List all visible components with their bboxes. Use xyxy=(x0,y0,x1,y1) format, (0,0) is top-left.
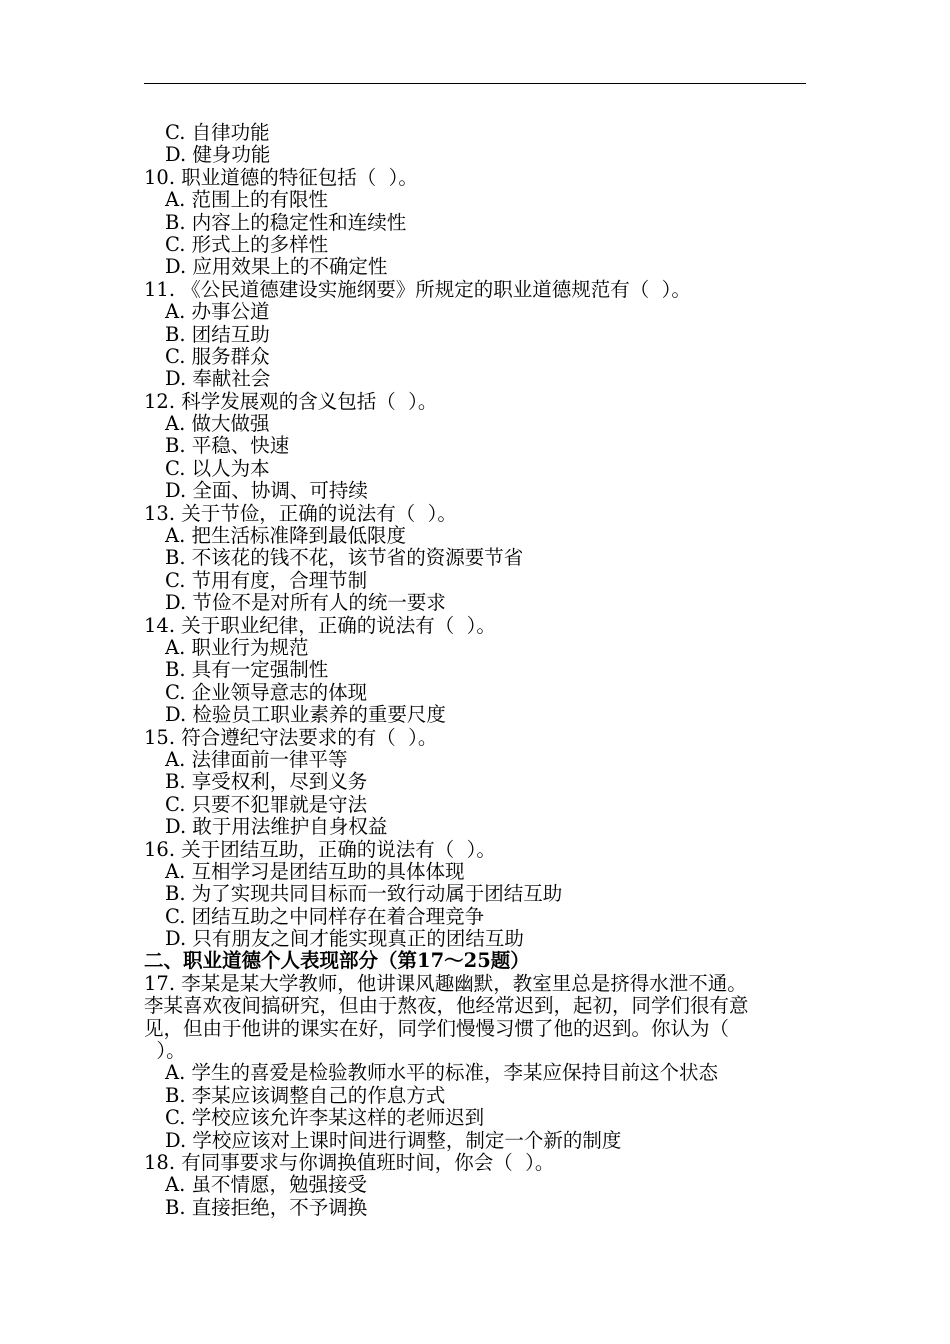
question-text: 13. 关于节俭，正确的说法有（ ）。 xyxy=(144,501,457,525)
question-text: 李某喜欢夜间搞研究，但由于熬夜，他经常迟到，起初，同学们很有意 xyxy=(144,994,749,1018)
question-text: 14. 关于职业纪律，正确的说法有（ ）。 xyxy=(144,613,496,637)
answer-option: A. 职业行为规范 xyxy=(165,635,309,659)
answer-option: B. 李某应该调整自己的作息方式 xyxy=(165,1083,446,1107)
section-heading: 二、职业道德个人表现部分（第17～25题） xyxy=(144,949,530,973)
answer-option: D. 只有朋友之间才能实现真正的团结互助 xyxy=(165,927,524,951)
answer-option: D. 健身功能 xyxy=(165,143,271,167)
answer-option: D. 全面、协调、可持续 xyxy=(165,479,368,503)
question-text: 18. 有同事要求与你调换值班时间，你会（ ）。 xyxy=(144,1150,555,1174)
answer-option: A. 学生的喜爱是检验教师水平的标准，李某应保持目前这个状态 xyxy=(165,1061,718,1085)
answer-option: D. 应用效果上的不确定性 xyxy=(165,255,388,279)
answer-option: B. 享受权利，尽到义务 xyxy=(165,770,368,794)
answer-option: C. 自律功能 xyxy=(165,121,270,144)
answer-option: B. 平稳、快速 xyxy=(165,434,290,458)
answer-option: A. 做大做强 xyxy=(165,412,270,436)
answer-option: B. 为了实现共同目标而一致行动属于团结互助 xyxy=(165,882,563,906)
answer-option: D. 检验员工职业素养的重要尺度 xyxy=(165,703,446,727)
answer-option: C. 企业领导意志的体现 xyxy=(165,680,368,704)
question-text: 10. 职业道德的特征包括（ ）。 xyxy=(144,165,418,189)
answer-option: D. 节俭不是对所有人的统一要求 xyxy=(165,591,446,615)
answer-option: C. 服务群众 xyxy=(165,344,270,368)
question-text: 16. 关于团结互助，正确的说法有（ ）。 xyxy=(144,837,496,861)
question-text: 15. 符合遵纪守法要求的有（ ）。 xyxy=(144,725,438,749)
answer-option: C. 团结互助之中同样存在着合理竞争 xyxy=(165,904,485,928)
question-text: 12. 科学发展观的含义包括（ ）。 xyxy=(144,389,438,413)
answer-option: D. 学校应该对上课时间进行调整，制定一个新的制度 xyxy=(165,1128,622,1152)
answer-option: C. 学校应该允许李某这样的老师迟到 xyxy=(165,1106,485,1130)
answer-option: B. 直接拒绝，不予调换 xyxy=(165,1195,368,1219)
answer-option: A. 把生活标准降到最低限度 xyxy=(165,524,406,548)
answer-option: B. 团结互助 xyxy=(165,322,270,346)
question-text: 17. 李某是某大学教师，他讲课风趣幽默，教室里总是挤得水泄不通。 xyxy=(144,971,747,995)
answer-option: B. 内容上的稳定性和连续性 xyxy=(165,210,407,234)
answer-option: A. 互相学习是团结互助的具体体现 xyxy=(165,859,465,883)
question-text: 11. 《公民道德建设实施纲要》所规定的职业道德规范有（ ）。 xyxy=(144,277,691,301)
question-text: ）。 xyxy=(144,1039,186,1063)
answer-option: A. 虽不情愿，勉强接受 xyxy=(165,1173,367,1197)
answer-option: B. 不该花的钱不花，该节省的资源要节省 xyxy=(165,546,524,570)
answer-option: C. 节用有度，合理节制 xyxy=(165,568,368,592)
answer-option: B. 具有一定强制性 xyxy=(165,658,329,682)
answer-option: C. 只要不犯罪就是守法 xyxy=(165,792,368,816)
answer-option: A. 法律面前一律平等 xyxy=(165,747,348,771)
answer-option: A. 办事公道 xyxy=(165,300,270,324)
answer-option: D. 敢于用法维护自身权益 xyxy=(165,815,388,839)
answer-option: C. 形式上的多样性 xyxy=(165,232,329,256)
question-text: 见，但由于他讲的课实在好，同学们慢慢习惯了他的迟到。你认为（ xyxy=(144,1016,730,1040)
header-rule xyxy=(144,83,806,84)
document-body xyxy=(144,122,814,1219)
answer-option: D. 奉献社会 xyxy=(165,367,271,391)
answer-option: C. 以人为本 xyxy=(165,456,270,480)
answer-option: A. 范围上的有限性 xyxy=(165,188,328,212)
